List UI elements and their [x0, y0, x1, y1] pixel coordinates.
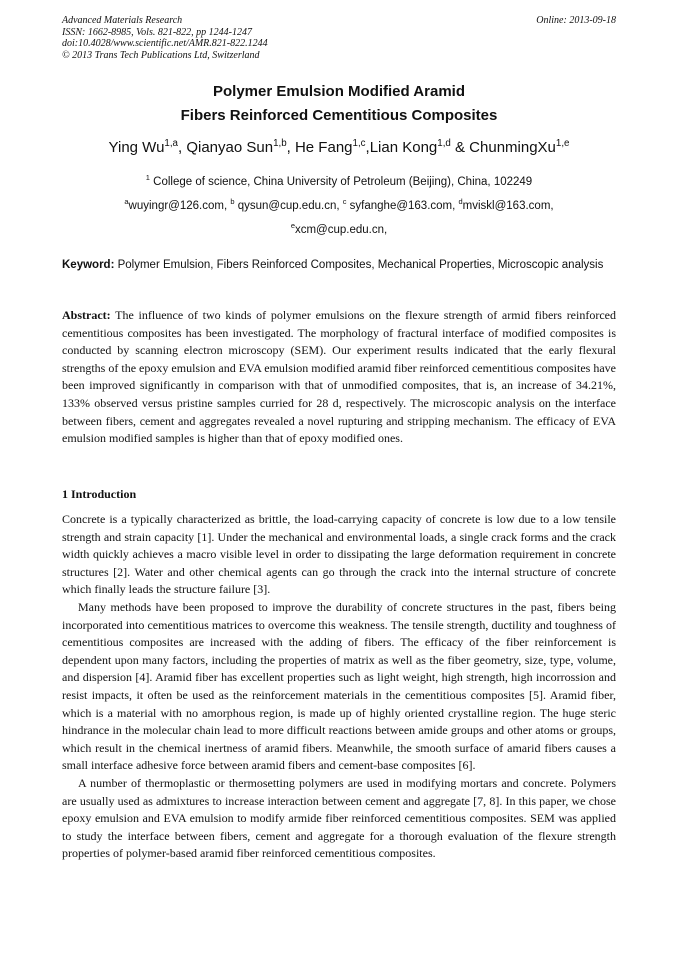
- paragraph: Many methods have been proposed to improve the durability of concrete structures in the past, fibers being incorporated into cementitious matrices to overcome this weakness. The tensile strength, ductility and toughness of cementitious composites are increased with the adding of fibers. The efficacy of the fiber reinforcement is dependent upon many factors, including the properties of matrix as well as the fiber geometry, size, type, volume, and dispersion [4]. Aramid fiber has excellent properties such as light weight, high strength, high incorrossion and resist impacts, it often be used as the reinforcement materials in the cementitious composites [5]. Aramid fiber, which is a material with no amorphous region, is made up of highly oriented crystalline region. The huge steric hindrance in the molecular chain lead to more difficult reactions between amide groups and other atoms or groups, which result in the chemical inertness of aramid fibers. Meanwhile, the smooth surface of amarid fibers causes a small interface adhesive force between aramid fibers and cement-base composites [6].: [62, 599, 616, 773]
- author-name: ChunmingXu: [469, 139, 556, 156]
- author-affil-sup: 1,b: [273, 138, 287, 149]
- section-heading: 1 Introduction: [62, 487, 137, 501]
- author-affil-sup: 1,d: [437, 138, 451, 149]
- author-name: Qianyao Sun: [186, 139, 274, 156]
- online-date: Online: 2013-09-18: [536, 15, 616, 26]
- email-sup: b: [230, 197, 235, 207]
- introduction-body: [62, 511, 616, 863]
- issn-line: ISSN: 1662-8985, Vols. 821-822, pp 1244-1247: [62, 26, 252, 38]
- email-link[interactable]: syfanghe@163.com,: [346, 200, 459, 212]
- keyword-text: Polymer Emulsion, Fibers Reinforced Composites, Mechanical Properties, Microscopic analysis: [114, 259, 604, 271]
- copyright-line: © 2013 Trans Tech Publications Ltd, Switzerland: [62, 49, 260, 61]
- author-name: Lian Kong: [369, 139, 438, 156]
- paragraph: A number of thermoplastic or thermosetting polymers are used in modifying mortars and concrete. Polymers are usually used as admixtures to increase interaction between cement and aggregate [7, 8]. In this paper, we chose epoxy emulsion and EVA emulsion to modify armide fiber reinforced cementitious composites. SEM was applied to study the interface between fibers, cement and aggregate for a thorough evaluation of the flexure strength properties of polymer-based aramid fiber reinforced cementitious composites.: [62, 775, 616, 861]
- email-link[interactable]: qysun@cup.edu.cn,: [234, 200, 343, 212]
- author-affil-sup: 1,e: [555, 138, 570, 149]
- author-separator: ,: [286, 139, 295, 156]
- abstract: [62, 307, 616, 448]
- author-separator: ,: [365, 139, 370, 156]
- email-sup: e: [290, 221, 295, 231]
- author-emails-line-2: [62, 221, 616, 236]
- abstract-text: The influence of two kinds of polymer emulsions on the flexure strength of armid fibers reinforced cementitious composites has been investigated. The morphology of fractural interface of modified composites is conducted by scanning electron microscopy (SEM). Our experiment results indicated that the early flexural strengths of the epoxy emulsion and EVA emulsion modified aramid fiber reinforced cementitious composites have been improved significantly in comparison with that of unmodified composites, that is, an increase of 34.21%, 133% observed versus pristine samples curried for 28 d, respectively. The microscopic analysis on the interface between fibers, cement and aggregates revealed a novel rupturing and stripping mechanism. The efficacy of EVA emulsion modified samples is higher than that of epoxy modified ones.: [62, 308, 616, 446]
- author-name: Ying Wu: [108, 139, 165, 156]
- doi-line: doi:10.4028/www.scientific.net/AMR.821-822.1244: [62, 38, 268, 49]
- paragraph: Concrete is a typically characterized as brittle, the load-carrying capacity of concrete is low due to a low tensile strength and strain capacity [1]. Under the mechanical and environmental loads, a single crack forms and the crack width quickly achieves a macro visible level in order to dissipating the large deformation requirement in concrete structures [2]. Water and other chemical agents can go through the crack into the internal structure of concrete which finally leads the structure failure [3].: [62, 512, 616, 597]
- email-sup: d: [458, 197, 463, 207]
- author-separator: &: [450, 139, 470, 156]
- affiliation-sup: 1: [145, 173, 150, 183]
- affiliation: [62, 173, 616, 188]
- email-link[interactable]: mviskl@163.com,: [462, 200, 554, 212]
- keywords: [62, 257, 616, 273]
- author-affil-sup: 1,a: [164, 138, 178, 149]
- author-list: [62, 138, 616, 158]
- affiliation-text: College of science, China University of Petroleum (Beijing), China, 102249: [149, 176, 533, 188]
- journal-header: [62, 15, 268, 61]
- author-emails: [62, 197, 616, 212]
- abstract-label: Abstract:: [62, 308, 111, 322]
- author-name: He Fang: [294, 139, 353, 156]
- paper-title-line-1: Polymer Emulsion Modified Aramid: [213, 83, 465, 100]
- email-link[interactable]: xcm@cup.edu.cn,: [294, 224, 388, 236]
- keyword-label: Keyword:: [62, 259, 115, 271]
- email-link[interactable]: wuyingr@126.com,: [128, 200, 231, 212]
- email-sup: a: [124, 197, 129, 207]
- author-affil-sup: 1,c: [352, 138, 366, 149]
- author-separator: ,: [177, 139, 187, 156]
- email-sup: c: [342, 197, 347, 207]
- paper-title-line-2: Fibers Reinforced Cementitious Composites: [180, 107, 498, 124]
- journal-name: Advanced Materials Research: [62, 15, 183, 26]
